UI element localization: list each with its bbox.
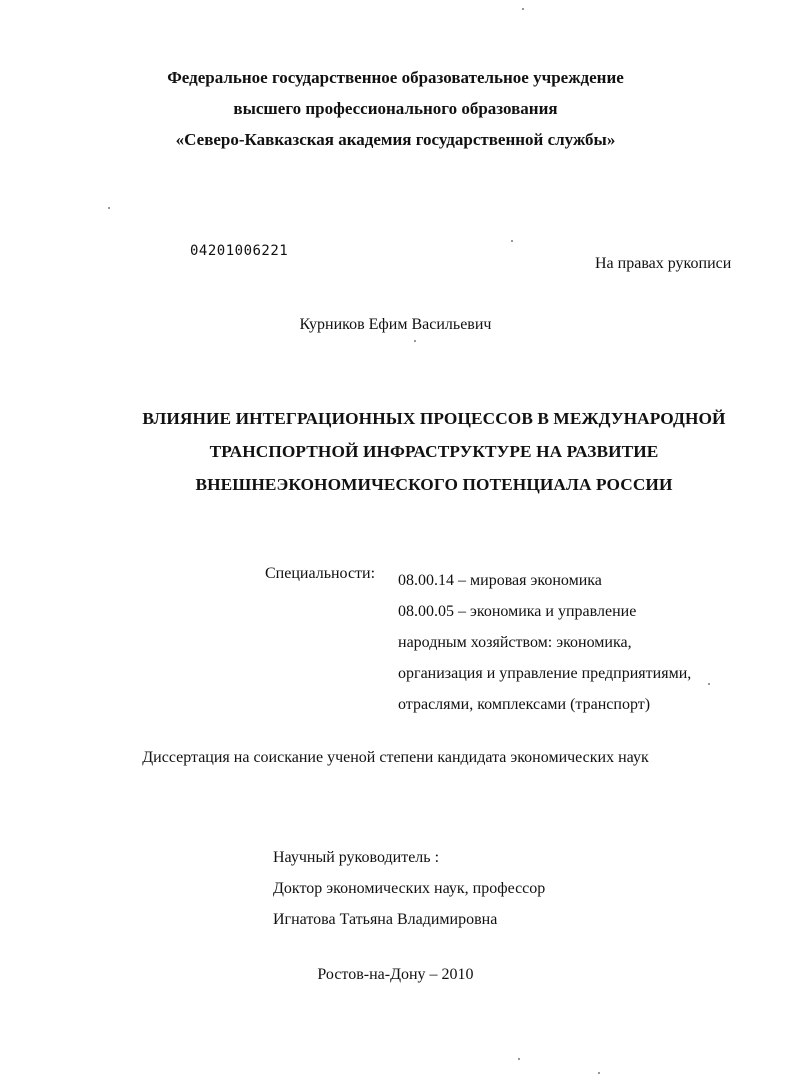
scan-speck — [522, 8, 524, 10]
specialty-line: 08.00.05 – экономика и управление — [398, 603, 637, 620]
specialty-line: 08.00.14 – мировая экономика — [398, 572, 602, 589]
advisor-label: Научный руководитель : — [273, 849, 440, 866]
specialties-label: Специальности: — [265, 565, 376, 582]
specialties-list — [398, 565, 691, 720]
specialty-line: отраслями, комплексами (транспорт) — [398, 696, 651, 713]
scan-speck — [108, 207, 110, 209]
scan-speck — [414, 340, 416, 342]
author-name: Курников Ефим Васильевич — [299, 316, 492, 333]
institution-line-1: Федеральное государственное образовательное учреждение — [167, 68, 624, 87]
scan-speck — [511, 240, 513, 242]
city-year: Ростов-на-Дону – 2010 — [317, 966, 474, 983]
scan-speck — [598, 1072, 600, 1074]
institution-line-2: высшего профессионального образования — [233, 99, 558, 118]
dissertation-degree: Диссертация на соискание ученой степени кандидата экономических наук — [142, 749, 649, 766]
registration-number: 04201006221 — [190, 243, 289, 259]
advisor-name: Игнатова Татьяна Владимировна — [273, 911, 498, 928]
specialty-line: народным хозяйством: экономика, — [398, 634, 632, 651]
advisor-degree: Доктор экономических наук, профессор — [273, 880, 546, 897]
specialty-line: организация и управление предприятиями, — [398, 665, 692, 682]
title-line-3: ВНЕШНЕЭКОНОМИЧЕСКОГО ПОТЕНЦИАЛА РОССИИ — [195, 475, 673, 494]
title-line-2: ТРАНСПОРТНОЙ ИНФРАСТРУКТУРЕ НА РАЗВИТИЕ — [209, 442, 659, 461]
dissertation-title — [60, 402, 791, 501]
scan-speck — [518, 1058, 520, 1060]
scientific-advisor — [273, 842, 545, 935]
rights-note: На правах рукописи — [595, 255, 732, 272]
scan-speck — [708, 683, 710, 685]
institution-header — [0, 62, 791, 155]
title-line-1: ВЛИЯНИЕ ИНТЕГРАЦИОННЫХ ПРОЦЕССОВ В МЕЖДУНАРОДНОЙ — [142, 409, 726, 428]
institution-line-3: «Северо-Кавказская академия государственной службы» — [175, 130, 616, 149]
